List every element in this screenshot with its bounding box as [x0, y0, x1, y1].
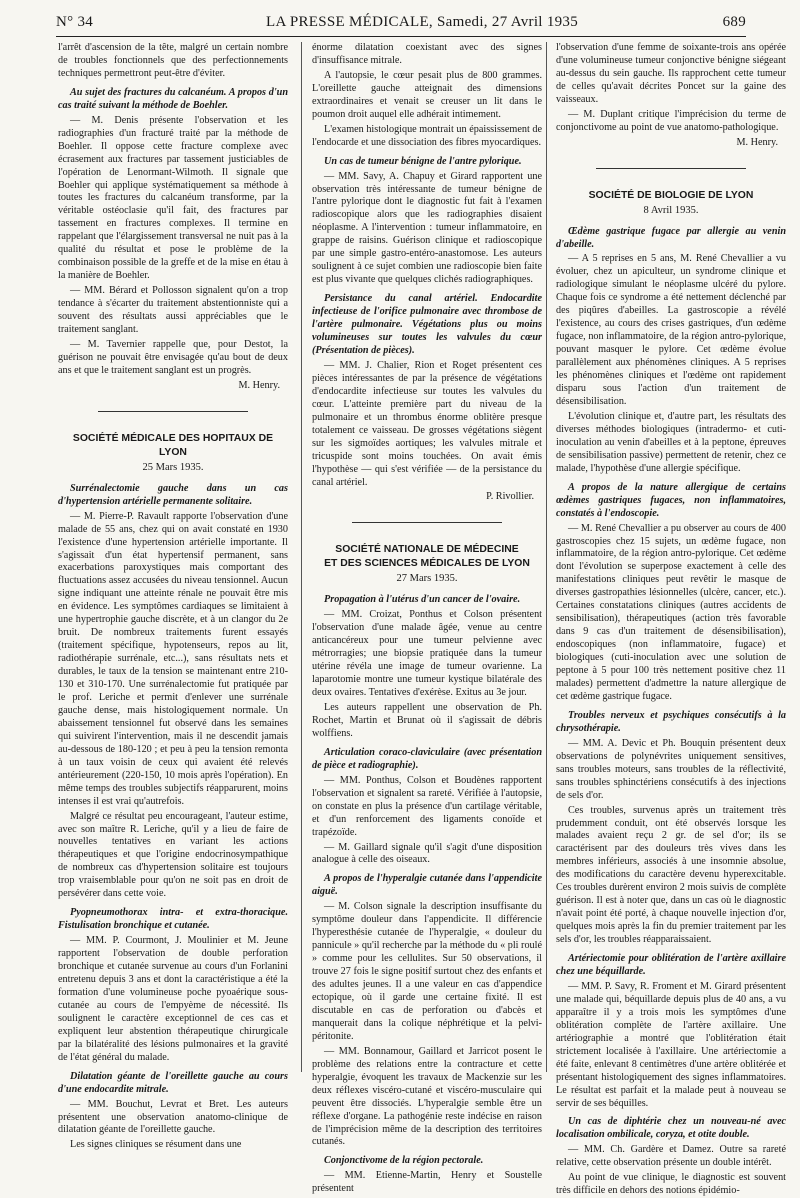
header-rule	[56, 36, 746, 37]
section-rule	[596, 168, 746, 169]
paragraph: — M. Denis présente l'observation et les radiographies d'un fracturé traité par la méthode de Boehler. Il oppose cette fracture complexe avec écrasement aux fractures par tassement justiciables de l'opération de Lenormant-Wilmoth. Il signale que Boehler qui applique systématiquement sa méthode à toutes les fractures du calcanéum transforme, par la véritable ostéoclasie qu'il fait, des fractures par tassement en fractures complexes. Il termine en rappelant que l'élargissement transversal ne nuit pas à la qualité du résultat et pose le problème de la combinaison possible de la greffe et de la mise en étau à la manière de Boehler.	[58, 114, 288, 282]
article-title: Un cas de diphtérie chez un nouveau-né avec localisation ombilicale, coryza, et otite double.	[556, 1116, 786, 1141]
paragraph: L'examen histologique montrait un épaississement de l'endocarde et une dissociation des fibres myocardiques.	[312, 123, 542, 148]
column-3	[556, 42, 786, 1197]
article-title: Œdème gastrique fugace par allergie au venin d'abeille.	[556, 225, 786, 250]
paragraph: — MM. Bonnamour, Gaillard et Jarricot posent le problème des relations entre la contracture et cette hyperalgie, évoquent les travaux de Mackenzie sur les deux réflexes viscéro-cutané et viscéro-musculaire qui peuvent être dissociés. L'hyperalgie semble être un réflexe d'organe. La pathogénie reste indécise en raison de l'imprécision même de la description des territoires cutanés.	[312, 1045, 542, 1148]
session-date: 25 Mars 1935.	[142, 461, 204, 473]
page-header	[56, 14, 746, 34]
paragraph: l'observation d'une femme de soixante-trois ans opérée d'une volumineuse tumeur conjonctive bénigne siégeant au-dessus du sein gauche. Ils rapprochent cette tumeur de celles qu'avait décrites Poncet sur la gaine des vaisseaux.	[556, 42, 786, 105]
article-title: Articulation coraco-claviculaire (avec présentation de pièce et radiographie).	[312, 746, 542, 771]
paragraph: Les signes cliniques se résument dans une	[70, 1139, 242, 1151]
article-title: Au sujet des fractures du calcanéum. A propos d'un cas traité suivant la méthode de Boehler.	[58, 86, 288, 111]
signature: P. Rivollier.	[486, 491, 534, 503]
article-title: A propos de la nature allergique de certains œdèmes gastriques fugaces, non inflammatoires, constatés à l'endoscopie.	[556, 481, 786, 519]
paragraph: — MM. Ch. Gardère et Damez. Outre sa rareté relative, cette observation présente un double intérêt.	[556, 1144, 786, 1169]
paragraph: Les auteurs rappellent une observation de Ph. Rochet, Martin et Brunat où il s'agissait de débris wolffiens.	[312, 701, 542, 739]
paragraph: — MM. A. Devic et Ph. Bouquin présentent deux observations de polynévrites uniquement sensitives, sans troubles moteurs, sans troubles de la réflectivité, sans troubles sphinctériens consécutifs à des injections de sels d'or.	[556, 737, 786, 801]
article-title: Un cas de tumeur bénigne de l'antre pylorique.	[324, 155, 522, 167]
signature: M. Henry.	[736, 136, 778, 148]
paragraph: — MM. Savy, A. Chapuy et Girard rapportent une observation très intéressante de tumeur bénigne de l'antre pylorique dont le diagnostic fut fait à l'examen radioscopique alors que les radiographies disaient néoplasme. A l'intervention : tumeur inflammatoire, en grappe de raisins. Guérison clinique et radioscopique par une simple gastro-entéro-anastomose. Les auteurs soulignent à ce sujet combien une radioscopie bien faite est plus vivante que quelques clichés radiographiques.	[312, 170, 542, 286]
paragraph: — MM. Croizat, Ponthus et Colson présentent l'observation d'une malade âgée, venue au centre anticancéreux pour une tumeur pelvienne avec métrorragies; une biopsie pratiquée dans la tumeur utérine révéla une image de tumeur ovarienne. La laparotomie montre une tumeur kystique bilatérale des deux ovaires. Tentatives d'exérèse. Exitus au 3e jour.	[312, 609, 542, 699]
paragraph: — MM. Bouchut, Levrat et Bret. Les auteurs présentent une observation anatomo-clinique de dilatation géante de l'oreillette gauche.	[58, 1098, 288, 1136]
section-heading: SOCIÉTÉ MÉDICALE DES HOPITAUX DE LYON	[72, 432, 274, 458]
paragraph: — M. René Chevallier a pu observer au cours de 400 gastroscopies chez 15 sujets, un œdème fugace, non inflammatoire, de la région antro-pylorique. Cet œdème dont l'évolution se superpose exactement à celle des manifestations cliniques peut revêtir le masque de diverses gastropathies lésionnelles (ulcère, cancer, etc.). Certaines constatations cliniques (autres accidents de sensibilisation), thérapeutiques (action très favorable dans 9 cas d'un traitement de désensibilisation), endoscopiques (non inflammatoire, fugace) et biologiques (cuti-inoculation avec une solution de peptone à 5 pour 100 très nettement positive chez 11 malades) permettent d'admettre la nature allergique de cet œdème gastrique fugace.	[556, 522, 786, 702]
article-title: Conjonctivome de la région pectorale.	[324, 1155, 484, 1167]
signature: M. Henry.	[238, 379, 280, 391]
section-heading-line-2: ET DES SCIENCES MÉDICALES DE LYON	[324, 558, 530, 570]
article-title: A propos de l'hyperalgie cutanée dans l'appendicite aiguë.	[312, 873, 542, 898]
article-title: Persistance du canal artériel. Endocardite infectieuse de l'orifice pulmonaire avec thrombose de l'artère pulmonaire. Végétations plus ou moins volumineuses sur toutes les valvules du cœur (Présentation de pièces).	[312, 293, 542, 356]
paragraph: — M. Gaillard signale qu'il s'agit d'une disposition analogue à celle des oiseaux.	[312, 841, 542, 866]
column-divider	[546, 42, 547, 1072]
paragraph: — MM. Bérard et Pollosson signalent qu'on a trop tendance à s'écarter du traitement abstentionniste qui a souvent des résultats aussi appréciables que le traitement sanglant.	[58, 285, 288, 336]
paragraph: Malgré ce résultat peu encourageant, l'auteur estime, avec son maître R. Leriche, qu'il y a lieu de faire de nouvelles tentatives en variant les actions thérapeutiques et que l'origine endocrinosympathique de nombreux cas d'hypertension solitaire est toujours trop vraisemblable pour qu'on ne soit pas en droit de persévérer dans cette voie.	[58, 810, 288, 900]
paragraph: Au point de vue clinique, le diagnostic est souvent très difficile en dehors des notions épidémio-	[556, 1172, 786, 1197]
session-date: 8 Avril 1935.	[643, 204, 699, 216]
paragraph: — MM. P. Savy, R. Froment et M. Girard présentent une malade qui, béquillarde depuis plus de 40 ans, a vu apparaître il y a trois mois les symptômes d'une oblitération complète de l'artère axillaire. Une artériographie a montré que l'oblitération était strictement localisée à l'axillaire. Une artériectomie a été faite, enlevant 8 centimètres d'une artère oblitérée et présentant histologiquement des signes inflammatoires. Le résultat est parfait et la malade peut à nouveau se servir de ses béquilles.	[556, 980, 786, 1109]
paragraph: A l'autopsie, le cœur pesait plus de 800 grammes. L'oreillette gauche atteignait des dimensions extraordinaires et venait se creuser un lit dans le poumon droit auquel elle adhérait intimement.	[312, 69, 542, 120]
paragraph: L'évolution clinique et, d'autre part, les résultats des diverses méthodes biologiques (intradermo- et cuti-inoculation au venin d'abeilles et à la peptone, épreuves de sensibilisation passive) permettent de retenir, chez ce malade, l'hypothèse d'une allergie spécifique.	[556, 410, 786, 474]
session-date: 27 Mars 1935.	[396, 573, 458, 585]
paragraph: — M. Duplant critique l'imprécision du terme de conjonctivome au point de vue anatomo-pathologique.	[556, 108, 786, 133]
paragraph: — MM. Ponthus, Colson et Boudènes rapportent l'observation et signalent sa rareté. Vérifiée à l'autopsie, on constate en plus la présence d'un cartilage véritable, et d'un renforcement des ligaments conoïde et trapézoïde.	[312, 774, 542, 838]
section-heading: SOCIÉTÉ NATIONALE DE MÉDECINE	[335, 544, 519, 556]
article-title: Artériectomie pour oblitération de l'artère axillaire chez une béquillarde.	[556, 953, 786, 977]
paragraph: Ces troubles, survenus après un traitement très prudemment conduit, ont été observés lorsque les malades avaient reçu 2 gr. de sel d'or; ils se caractérisent par des douleurs très vives dans les membres inférieurs, associés à une insomnie absolue, des modifications du caractère devenu hyperexcitable. Ces troubles durèrent environ 2 mois suivis de complète guérison. Il est à noter que, dans un cas où le diagnostic n'avait point été porté, à chaque nouvelle injection d'or, quelques mois après la fin du premier traitement par les sels d'or, les troubles réapparaissaient.	[556, 804, 786, 946]
paragraph: — M. Tavernier rappelle que, pour Destot, la guérison ne pouvait être envisagée qu'au bout de deux ans et que le traitement sanglant est un progrès.	[58, 338, 288, 376]
paragraph: l'arrêt d'ascension de la tête, malgré un certain nombre de troubles fonctionnels que des perfectionnements techniques permettront peut-être d'éviter.	[58, 42, 288, 79]
paragraph: — M. Pierre-P. Ravault rapporte l'observation d'une malade de 55 ans, chez qui on avait constaté en 1930 l'existence d'une hypertension artérielle importante. Il s'agissait d'un état hypertensif permanent, sans exacerbations paroxystiques mais comportant des fluctuations assez accusées du niveau tensionnel. Aucun signe indiquant une atteinte rénale ne pouvait être mis en évidence. Les symptômes cardiaques se limitaient à une hypertrophie gauche discrète, et à un clangor du 2e bruit. De nombreux traitements furent essayés (traitement spécifique, hypotenseurs, repos au lit, radiothérapie surrénale, etc...), sans résultats nets et durables, le taux de la tension se maintenant entre 210-130 et 310-170. Une surrénalectomie fut pratiquée par le prof. Leriche et permit d'enlever une surrénale gauche dense, mais histologiquement normale. Un abaissement tensionnel fut observé dans les semaines qui suivirent l'intervention, mais il ne descendit jamais au-dessous de 180-120 ; et peu à peu la tension remonta à un taux voisin de ceux qui avaient été relevés antérieurement (220-150, 10 mois après l'opération). En même temps des troubles subjectifs réapparurent, moins intenses il est vrai qu'autrefois.	[58, 510, 288, 807]
issue-number: N° 34	[56, 14, 94, 30]
section-rule	[352, 522, 502, 523]
page-number: 689	[722, 14, 746, 30]
paragraph: — MM. J. Chalier, Rion et Roget présentent ces pièces intéressantes de par la présence de végétations d'endocardite infectieuse sur toutes les valvules du cœur. L'atteinte première part du niveau de la pulmonaire et un thrombus énorme oblitère presque totalement ce vaisseau. De grosses végétations siègent sur les sigmoïdes aortiques; les valvules mitrale et tricuspide sont moins touchées. On avait émis l'hypothèse — qui s'est vérifiée — de la persistance du canal artériel.	[312, 359, 542, 488]
column-divider	[301, 42, 302, 1072]
article-title: Propagation à l'utérus d'un cancer de l'ovaire.	[324, 594, 521, 606]
column-2	[312, 42, 542, 1195]
paragraph: — MM. P. Courmont, J. Moulinier et M. Jeune rapportent l'observation de double perforation bronchique et cutanée survenue au cours d'un Forlanini entretenu depuis 3 ans et dont la caractéristique a été la formation d'une volumineuse poche pyoaérique sous-cutanée au cours de l'empyème de nécessité. Ils soulignent le caractère exceptionnel de ces cas et expliquent leur abstention thérapeutique chirurgicale par la bilatéralité des lésions pulmonaires et la gravité de l'état général du malade.	[58, 935, 288, 1063]
section-heading: SOCIÉTÉ DE BIOLOGIE DE LYON	[588, 189, 754, 201]
column-1	[58, 42, 288, 1151]
paragraph: énorme dilatation coexistant avec des signes d'insuffisance mitrale.	[312, 42, 542, 66]
section-rule	[98, 411, 248, 412]
paragraph: — A 5 reprises en 5 ans, M. René Chevallier a vu évoluer, chez un apiculteur, un syndrome clinique et radiologique simulant le néoplasme ulcéré du pylore. Chaque fois ce syndrome a été nettement déclenché par des piqûres d'abeilles. La gastroscopie a révélé l'existence, au cours des crises gastriques, d'un œdème fugace, non inflammatoire, de la région antro-pylorique, pouvant masquer le pylore. Cet œdème évolue parallèlement aux phénomènes cliniques. A 5 reprises les phénomènes cliniques et l'œdème ont rapidement disparu sous l'action d'un traitement de désensibilisation.	[556, 253, 786, 407]
paragraph: — M. Colson signale la description insuffisante du symptôme douleur dans l'appendicite. Il différencie l'hyperesthésie cutanée de l'hyperalgie, « douleur du pannicule » qu'il recherche par la méthode du « pli roulé » comme pour les cellulites. Sur 50 observations, il trouve 27 fois le signe positif surtout chez des enfants et des adultes jeunes. Il a une valeur en cas d'appendice ectopique, où il garde une certaine fixité. Il est discutable en cas de perforation ou d'abcès et manquerait dans la colique néphrétique et la pelvi-péritonite.	[312, 901, 542, 1042]
article-title: Surrénalectomie gauche dans un cas d'hypertension artérielle permanente solitaire.	[58, 482, 288, 507]
article-title: Troubles nerveux et psychiques consécutifs à la chrysothérapie.	[556, 709, 786, 734]
article-title: Pyopneumothorax intra- et extra-thoracique. Fistulisation bronchique et cutanée.	[58, 907, 288, 932]
article-title: Dilatation géante de l'oreillette gauche au cours d'une endocardite mitrale.	[58, 1070, 288, 1095]
journal-title: LA PRESSE MÉDICALE, Samedi, 27 Avril 1935	[266, 14, 579, 30]
paragraph: — MM. Etienne-Martin, Henry et Soustelle présentent	[312, 1170, 542, 1195]
